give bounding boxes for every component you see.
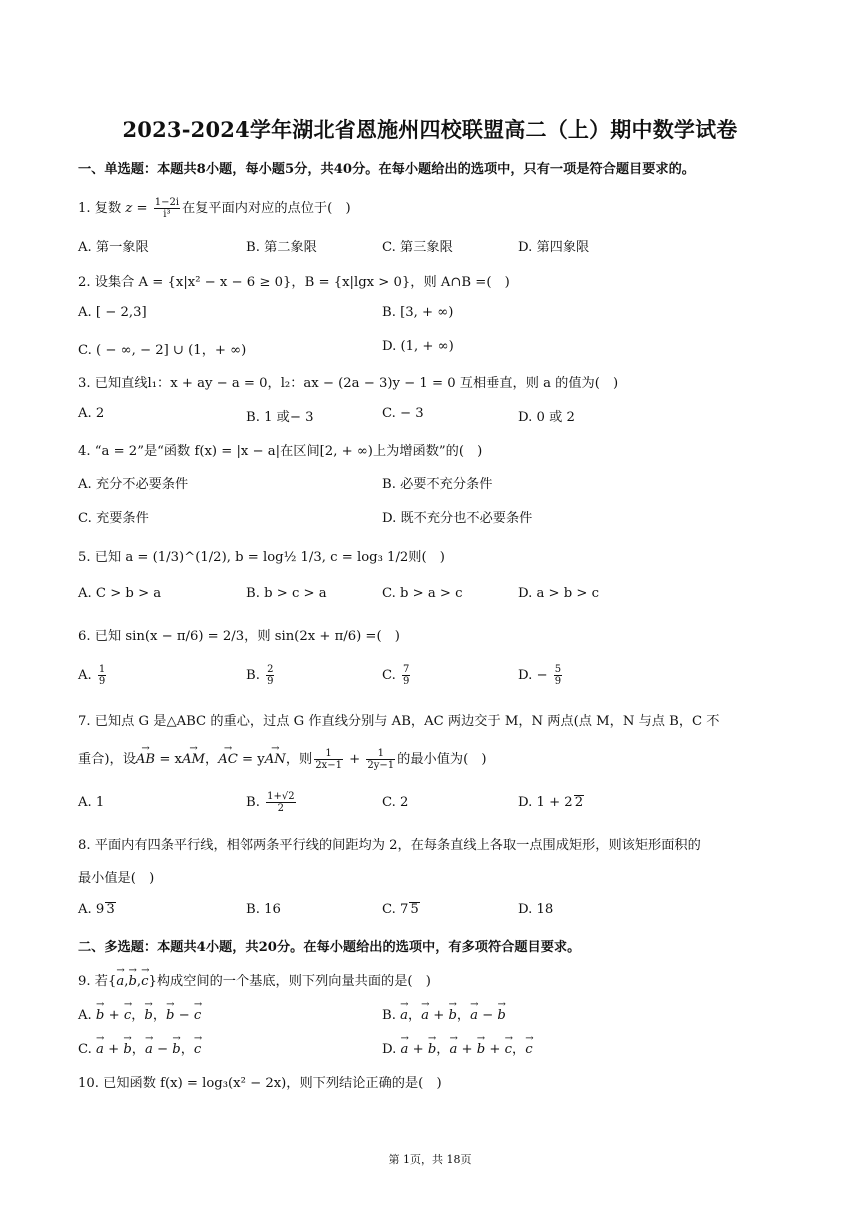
question-10: 10. 已知函数 f(x) = log₃(x² − 2x)，则下列结论正确的是( ) bbox=[78, 1076, 442, 1091]
q8-option-c[interactable]: C. 7 5 bbox=[382, 902, 419, 917]
question-1-fraction: $\frac{1-2i}{\text{i³}}$ bbox=[154, 197, 180, 220]
section-heading-single-choice: 一、单选题：本题共8小题，每小题5分，共40分。在每小题给出的选项中，只有一项是符合题目要求的。 bbox=[78, 162, 695, 177]
page-footer: 第 1页，共 18页 bbox=[388, 1153, 472, 1166]
section-heading-multiple-choice: 二、多选题：本题共4小题，共20分。在每小题给出的选项中，有多项符合题目要求。 bbox=[78, 940, 581, 955]
q5-option-c[interactable]: C. b > a > c bbox=[382, 586, 463, 601]
q9-option-d[interactable]: D. → a + → b，→ a + → b + → c，→ c bbox=[382, 1038, 533, 1057]
question-8-line-2: 最小值是( ) bbox=[78, 871, 155, 886]
q8-option-d[interactable]: D. 18 bbox=[518, 902, 554, 917]
question-7-line-2: 重合)，设→ AB = x→ AM，→ AC = y→ AN，则 $\frac{1}{2x-1}$ + $\frac{1}{2y-1}$ 的最小值为( ) bbox=[78, 748, 487, 771]
q4-option-c[interactable]: C. 充要条件 bbox=[78, 511, 149, 526]
q4-option-d[interactable]: D. 既不充分也不必要条件 bbox=[382, 511, 533, 526]
question-8-line-1: 8. 平面内有四条平行线，相邻两条平行线的间距均为 2，在每条直线上各取一点围成矩形，则该矩形面积的 bbox=[78, 838, 701, 853]
q3-option-c[interactable]: C. − 3 bbox=[382, 406, 424, 421]
q2-option-d[interactable]: D. (1, + ∞) bbox=[382, 339, 454, 354]
q4-option-b[interactable]: B. 必要不充分条件 bbox=[382, 477, 493, 492]
q3-option-a[interactable]: A. 2 bbox=[78, 406, 105, 421]
q2-option-a[interactable]: A. [ − 2,3] bbox=[78, 305, 147, 320]
q7-option-a[interactable]: A. 1 bbox=[78, 795, 105, 810]
q4-option-a[interactable]: A. 充分不必要条件 bbox=[78, 477, 189, 492]
q5-option-b[interactable]: B. b > c > a bbox=[246, 586, 327, 601]
q2-option-b[interactable]: B. [3, + ∞) bbox=[382, 305, 454, 320]
question-4: 4. “a = 2”是“函数 f(x) = |x − a|在区间[2, + ∞)上为增函数”的( ) bbox=[78, 444, 483, 459]
question-7-line-1: 7. 已知点 G 是△ABC 的重心，过点 G 作直线分别与 AB，AC 两边交于 M，N 两点(点 M，N 与点 B，C 不 bbox=[78, 714, 720, 729]
q7-option-c[interactable]: C. 2 bbox=[382, 795, 409, 810]
q1-option-b[interactable]: B. 第二象限 bbox=[246, 240, 317, 255]
question-6: 6. 已知 sin(x − π/6) = 2/3，则 sin(2x + π/6) =( ) bbox=[78, 629, 400, 644]
question-2: 2. 设集合 A = {x|x² − x − 6 ≥ 0}，B = {x|lgx > 0}，则 A∩B =( ) bbox=[78, 275, 510, 290]
q1-option-a[interactable]: A. 第一象限 bbox=[78, 240, 149, 255]
page-title: 2023-2024学年湖北省恩施州四校联盟高二（上）期中数学试卷 bbox=[122, 117, 738, 142]
q9-option-a[interactable]: A. → b + → c，→ b，→ b − → c bbox=[78, 1004, 201, 1023]
q8-option-a[interactable]: A. 9 3 bbox=[78, 902, 115, 917]
q9-option-c[interactable]: C. → a + → b，→ a − → b，→ c bbox=[78, 1038, 201, 1057]
q3-option-d[interactable]: D. 0 或 2 bbox=[518, 410, 575, 425]
q9-option-b[interactable]: B. → a，→ a + → b，→ a − → b bbox=[382, 1004, 506, 1023]
q5-option-d[interactable]: D. a > b > c bbox=[518, 586, 600, 601]
q1-option-d[interactable]: D. 第四象限 bbox=[518, 240, 590, 255]
q7-option-d[interactable]: D. 1 + 2 2 bbox=[518, 795, 584, 810]
q3-option-b[interactable]: B. 1 或− 3 bbox=[246, 410, 314, 425]
q5-option-a[interactable]: A. C > b > a bbox=[78, 586, 162, 601]
q6-option-d[interactable]: D. − $\frac{5}{9}$ bbox=[518, 664, 562, 687]
q6-option-a[interactable]: A. $\frac{1}{9}$ bbox=[78, 664, 106, 687]
question-1: 1. 复数 z = $\frac{1-2i}{\text{i³}}$ 在复平面内对应的点位于( ) bbox=[78, 197, 351, 220]
q8-option-b[interactable]: B. 16 bbox=[246, 902, 281, 917]
q6-option-c[interactable]: C. $\frac{7}{9}$ bbox=[382, 664, 410, 687]
q2-option-c[interactable]: C. ( − ∞, − 2] ∪ (1，+ ∞) bbox=[78, 343, 247, 358]
q1-option-c[interactable]: C. 第三象限 bbox=[382, 240, 453, 255]
q7-option-b[interactable]: B. $\frac{1+√2}{2}$ bbox=[246, 791, 295, 814]
question-1-stem: 在复平面内对应的点位于( ) bbox=[182, 201, 351, 216]
question-3: 3. 已知直线l₁：x + ay − a = 0，l₂：ax − (2a − 3)y − 1 = 0 互相垂直，则 a 的值为( ) bbox=[78, 376, 619, 391]
question-9: 9. 若{→ a,→ b,→ c}构成空间的一个基底，则下列向量共面的是( ) bbox=[78, 970, 431, 989]
q6-option-b[interactable]: B. $\frac{2}{9}$ bbox=[246, 664, 274, 687]
question-5: 5. 已知 a = (1/3)^(1/2), b = log½ 1/3, c = log₃ 1/2则( ) bbox=[78, 550, 445, 565]
question-1-prefix: 1. 复数 bbox=[78, 201, 126, 216]
